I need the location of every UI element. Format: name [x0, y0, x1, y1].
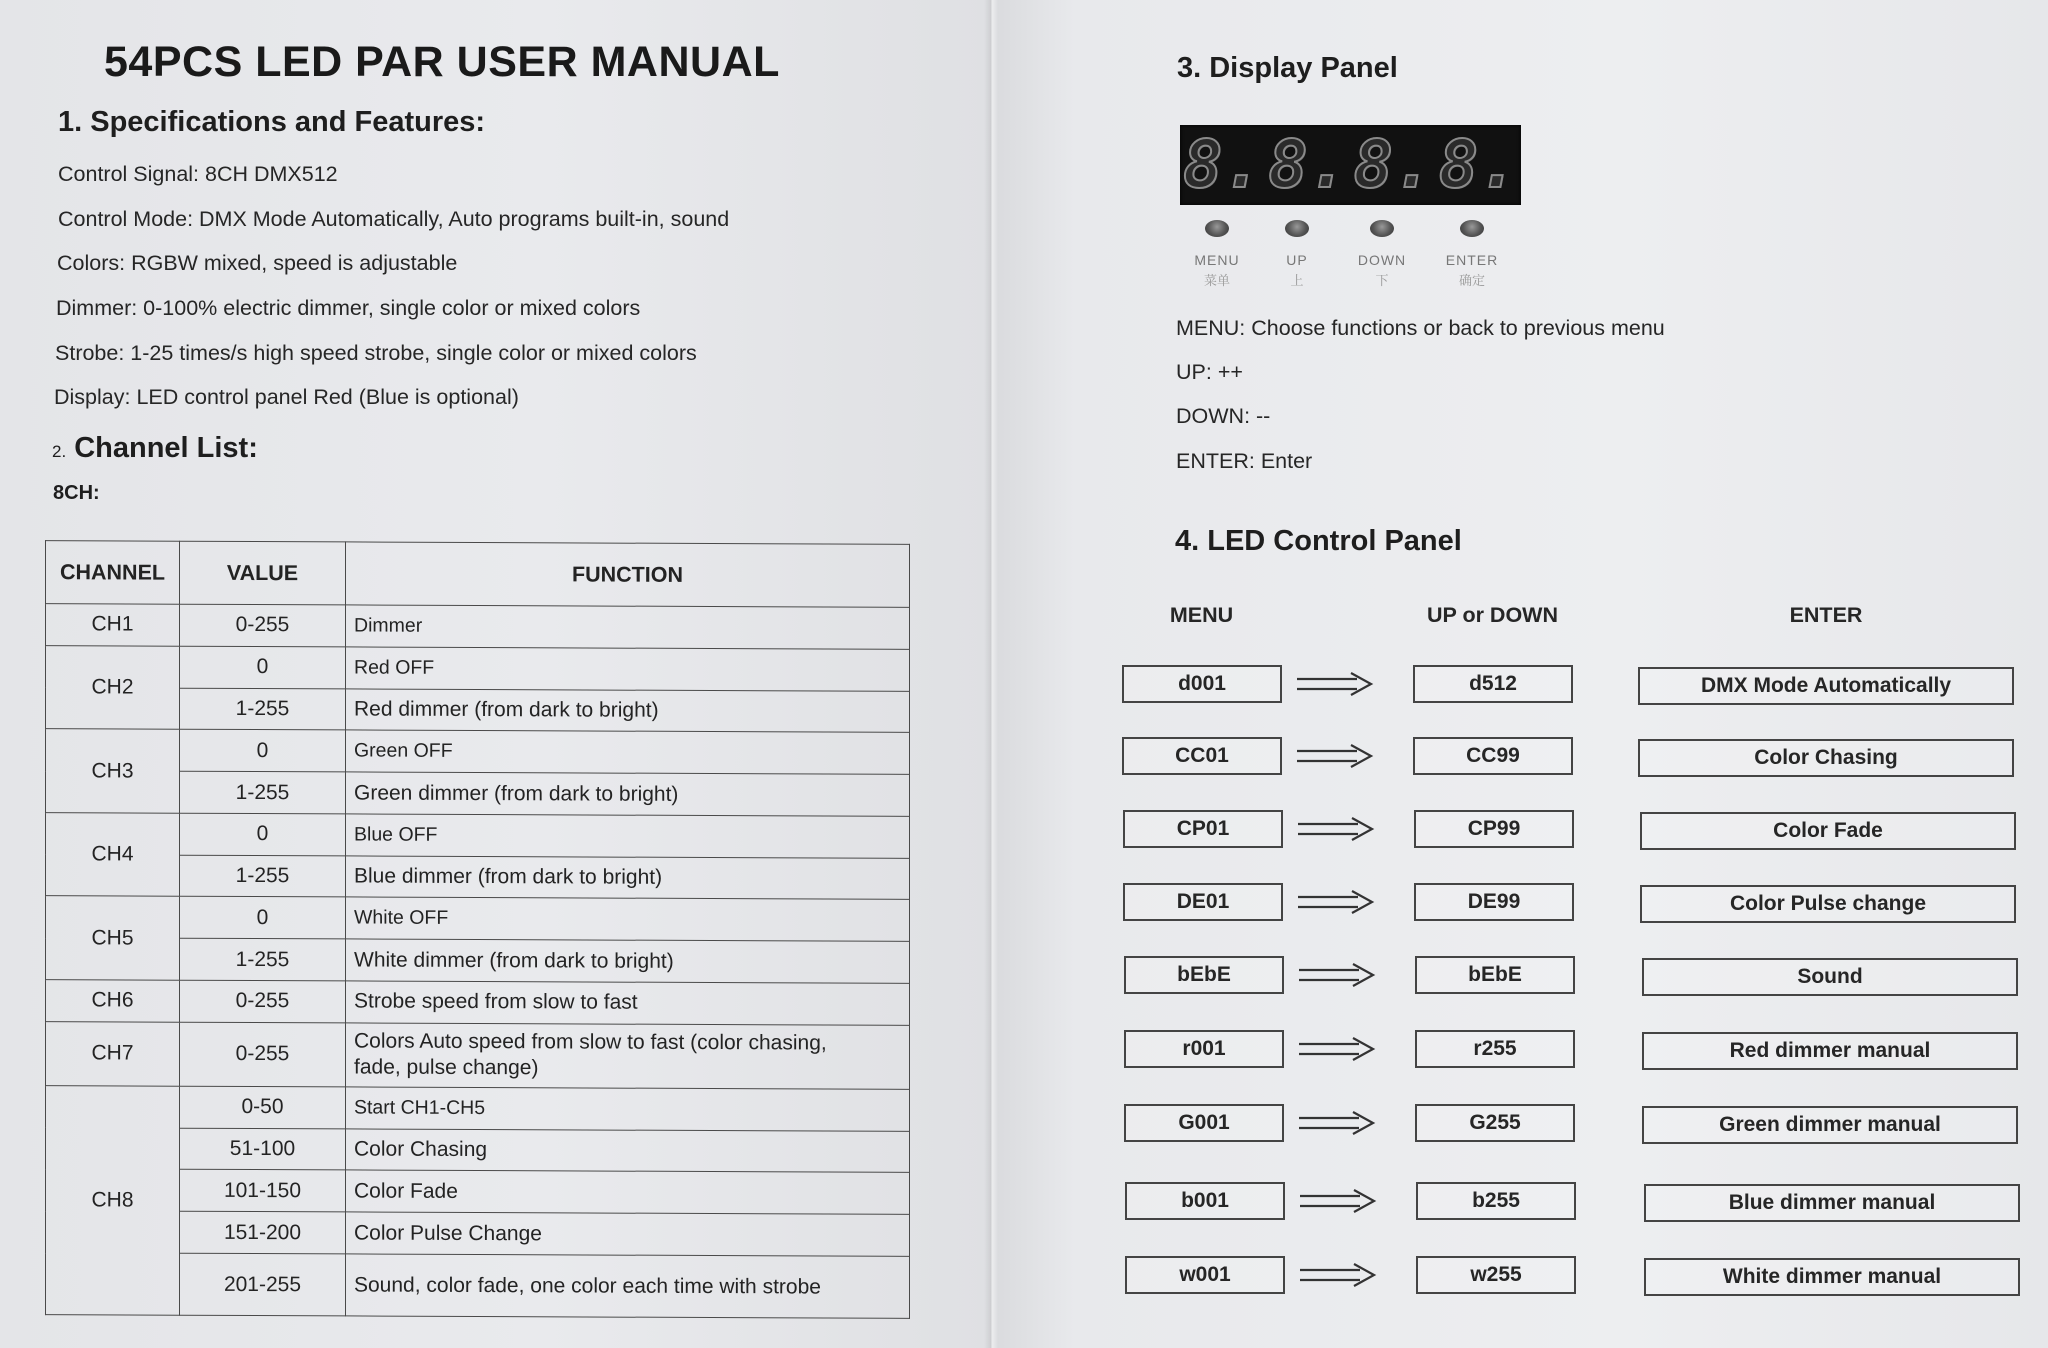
- channel-cell: CH1: [46, 604, 180, 646]
- enter-button[interactable]: [1427, 220, 1517, 289]
- enter-button-icon[interactable]: [1460, 220, 1484, 237]
- function-cell: White dimmer (from dark to bright): [346, 939, 910, 983]
- down-button[interactable]: [1337, 220, 1427, 289]
- updown-code-box: CP99: [1414, 810, 1574, 848]
- column-header-updown: UP or DOWN: [1427, 603, 1558, 627]
- table-row: [46, 896, 910, 942]
- value-cell: 1-255: [180, 855, 346, 898]
- channel-cell: CH7: [46, 1021, 180, 1086]
- double-arrow-right-icon: [1297, 1108, 1377, 1138]
- updown-code-box: CC99: [1413, 737, 1573, 775]
- enter-button-label: ENTER: [1445, 252, 1499, 268]
- channel-list-heading: [52, 432, 258, 465]
- function-cell: Red OFF: [346, 647, 910, 691]
- spec-control-mode: Control Mode: DMX Mode Automatically, Auto programs built-in, sound: [58, 207, 730, 231]
- display-digit: 8.: [1353, 126, 1433, 203]
- enter-function-box: DMX Mode Automatically: [1638, 667, 2014, 705]
- spec-control-signal: Control Signal: 8CH DMX512: [58, 162, 338, 186]
- value-cell: 51-100: [180, 1128, 346, 1171]
- channel-cell: CH5: [46, 896, 180, 980]
- updown-code-box: w255: [1416, 1256, 1576, 1294]
- channel-cell: CH4: [46, 813, 180, 897]
- display-panel-heading: 3. Display Panel: [1177, 52, 1398, 84]
- menu-code-box: b001: [1125, 1182, 1285, 1220]
- enter-button-sublabel: 确定: [1458, 273, 1485, 288]
- display-digit: 8.: [1182, 126, 1263, 203]
- value-cell: 201-255: [180, 1253, 346, 1316]
- enter-function-box: Green dimmer manual: [1642, 1106, 2018, 1144]
- value-cell: 1-255: [180, 771, 346, 814]
- function-cell: Blue OFF: [346, 814, 910, 858]
- function-line-1: Colors Auto speed from slow to fast (color chasing,: [354, 1029, 827, 1055]
- manual-title: 54PCS LED PAR USER MANUAL: [104, 38, 780, 86]
- menu-code-box: d001: [1122, 665, 1282, 703]
- menu-code-box: w001: [1125, 1256, 1285, 1294]
- channel-mode-label: 8CH:: [53, 482, 100, 504]
- channel-cell: CH6: [46, 980, 180, 1022]
- up-button-label: UP: [1286, 252, 1308, 268]
- channel-table: [45, 540, 910, 1319]
- specs-heading: 1. Specifications and Features:: [58, 106, 486, 138]
- double-arrow-right-icon: [1298, 1186, 1378, 1216]
- desc-down: DOWN: --: [1176, 404, 1271, 428]
- table-row: [46, 645, 910, 691]
- channel-cell: CH8: [46, 1085, 180, 1315]
- up-button-sublabel: 上: [1290, 273, 1304, 288]
- header-value: VALUE: [180, 541, 346, 605]
- function-cell: White OFF: [346, 897, 910, 941]
- table-header-row: [46, 541, 910, 608]
- function-cell: Start CH1-CH5: [346, 1087, 910, 1131]
- column-header-enter: ENTER: [1789, 603, 1863, 627]
- spec-strobe: Strobe: 1-25 times/s high speed strobe, single color or mixed colors: [55, 341, 697, 365]
- function-cell: Red dimmer (from dark to bright): [346, 688, 910, 732]
- table-row: [46, 1085, 910, 1131]
- function-cell: Sound, color fade, one color each time with strobe: [346, 1254, 910, 1318]
- table-row: [46, 1021, 910, 1089]
- menu-button-label: MENU: [1194, 252, 1240, 268]
- table-row: [46, 604, 910, 650]
- menu-code-box: CC01: [1122, 737, 1282, 775]
- function-cell: [346, 1023, 910, 1089]
- updown-code-box: d512: [1413, 665, 1573, 703]
- value-cell: 0-255: [180, 604, 346, 647]
- double-arrow-right-icon: [1295, 669, 1375, 699]
- menu-button[interactable]: [1172, 220, 1262, 289]
- menu-button-icon[interactable]: [1205, 220, 1229, 237]
- up-button-icon[interactable]: [1285, 220, 1309, 237]
- updown-code-box: G255: [1415, 1104, 1575, 1142]
- enter-function-box: Color Chasing: [1638, 739, 2014, 777]
- table-row: [46, 813, 910, 859]
- desc-up: UP: ++: [1176, 360, 1243, 384]
- down-button-label: DOWN: [1357, 252, 1407, 268]
- menu-button-sublabel: 菜单: [1203, 273, 1230, 288]
- menu-code-box: bEbE: [1124, 956, 1284, 994]
- page-fold: [984, 0, 998, 1348]
- enter-function-box: White dimmer manual: [1644, 1258, 2020, 1296]
- value-cell: 0: [180, 730, 346, 773]
- enter-function-box: Blue dimmer manual: [1644, 1184, 2020, 1222]
- spec-dimmer: Dimmer: 0-100% electric dimmer, single color or mixed colors: [56, 296, 641, 320]
- function-line-2: fade, pulse change): [354, 1055, 539, 1080]
- table-row: [46, 980, 910, 1026]
- menu-code-box: r001: [1124, 1030, 1284, 1068]
- channel-heading-number: 2.: [52, 442, 67, 461]
- table-row: [46, 729, 910, 775]
- left-page: [0, 0, 990, 1348]
- down-button-sublabel: 下: [1375, 273, 1389, 288]
- enter-function-box: Sound: [1642, 958, 2018, 996]
- value-cell: 0-255: [180, 1022, 346, 1087]
- function-cell: Strobe speed from slow to fast: [346, 981, 910, 1025]
- double-arrow-right-icon: [1296, 814, 1376, 844]
- function-cell: Color Pulse Change: [346, 1212, 910, 1256]
- value-cell: 151-200: [180, 1211, 346, 1254]
- function-cell: Color Fade: [346, 1170, 910, 1214]
- channel-heading-text: Channel List:: [74, 432, 258, 464]
- up-button[interactable]: [1252, 220, 1342, 289]
- column-header-menu: MENU: [1169, 603, 1234, 627]
- function-cell: Dimmer: [346, 605, 910, 649]
- value-cell: 101-150: [180, 1170, 346, 1213]
- function-cell: Green OFF: [346, 730, 910, 774]
- enter-function-box: Color Pulse change: [1640, 885, 2016, 923]
- function-cell: Blue dimmer (from dark to bright): [346, 856, 910, 900]
- control-panel-heading: 4. LED Control Panel: [1175, 525, 1462, 557]
- spec-display: Display: LED control panel Red (Blue is optional): [54, 385, 519, 409]
- value-cell: 1-255: [180, 688, 346, 731]
- double-arrow-right-icon: [1298, 1260, 1378, 1290]
- channel-cell: CH2: [46, 645, 180, 729]
- menu-code-box: G001: [1124, 1104, 1284, 1142]
- value-cell: 0-50: [180, 1086, 346, 1129]
- desc-enter: ENTER: Enter: [1176, 449, 1313, 473]
- down-button-icon[interactable]: [1370, 220, 1394, 237]
- value-cell: 0: [180, 813, 346, 856]
- enter-function-box: Color Fade: [1640, 812, 2016, 850]
- led-display: [1180, 125, 1521, 205]
- updown-code-box: bEbE: [1415, 956, 1575, 994]
- updown-code-box: b255: [1416, 1182, 1576, 1220]
- double-arrow-right-icon: [1295, 741, 1375, 771]
- double-arrow-right-icon: [1297, 1034, 1377, 1064]
- spec-colors: Colors: RGBW mixed, speed is adjustable: [57, 251, 458, 275]
- channel-cell: CH3: [46, 729, 180, 813]
- value-cell: 0: [180, 897, 346, 940]
- double-arrow-right-icon: [1296, 887, 1376, 917]
- double-arrow-right-icon: [1297, 960, 1377, 990]
- display-digit: 8.: [1438, 126, 1519, 203]
- desc-menu: MENU: Choose functions or back to previous menu: [1176, 316, 1665, 340]
- value-cell: 1-255: [180, 938, 346, 981]
- updown-code-box: r255: [1415, 1030, 1575, 1068]
- header-channel: CHANNEL: [46, 541, 180, 605]
- function-cell: Green dimmer (from dark to bright): [346, 772, 910, 816]
- function-cell: Color Chasing: [346, 1129, 910, 1173]
- menu-code-box: DE01: [1123, 883, 1283, 921]
- header-function: FUNCTION: [346, 542, 910, 607]
- menu-code-box: CP01: [1123, 810, 1283, 848]
- value-cell: 0-255: [180, 980, 346, 1023]
- enter-function-box: Red dimmer manual: [1642, 1032, 2018, 1070]
- updown-code-box: DE99: [1414, 883, 1574, 921]
- value-cell: 0: [180, 646, 346, 689]
- display-digit: 8.: [1268, 126, 1348, 203]
